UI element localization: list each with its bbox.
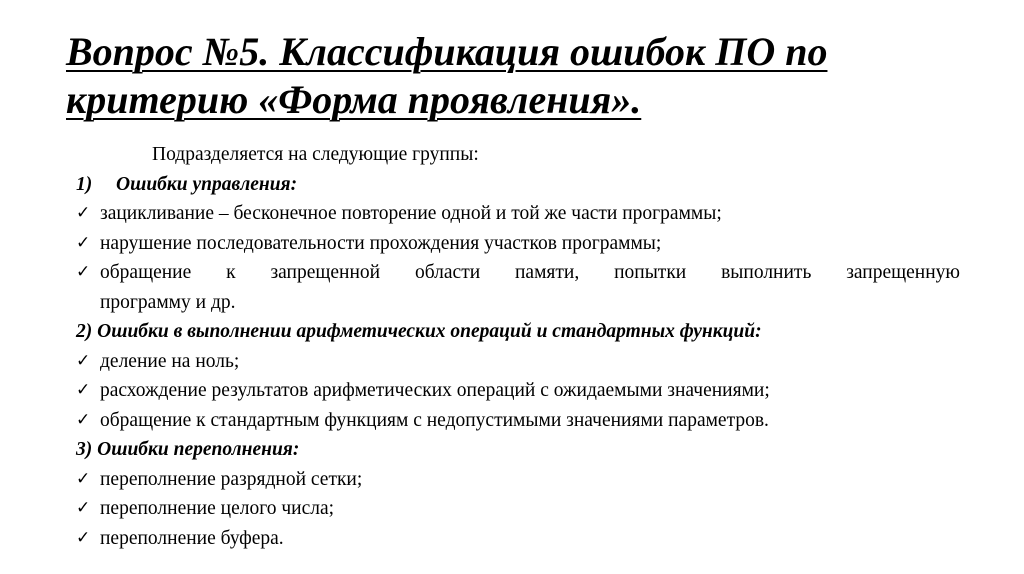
- list-item: [76, 258, 960, 288]
- checkmark-icon: ✓: [76, 468, 91, 489]
- group-3-heading: 3) Ошибки переполнения:: [76, 439, 300, 460]
- checkmark-icon: ✓: [76, 232, 91, 253]
- title-line-1: Вопрос №5. Классификация ошибок ПО по: [66, 29, 828, 74]
- checkmark-icon: ✓: [76, 498, 91, 518]
- list-item: [76, 524, 960, 554]
- list-item-text: переполнение разрядной сетки;: [100, 468, 363, 490]
- checkmark-icon: ✓: [76, 527, 91, 548]
- group-1-heading: [76, 170, 960, 200]
- list-item-text: переполнение целого числа;: [100, 498, 335, 519]
- checkmark-icon: ✓: [76, 262, 91, 282]
- list-item: [76, 347, 960, 377]
- list-item-text: деление на ноль;: [100, 350, 240, 372]
- list-item: [76, 494, 960, 524]
- list-item-text: расхождение результатов арифметических операций с ожидаемыми значениями;: [100, 380, 770, 401]
- list-item-text: обращение к запрещенной области памяти, попытки выполнить запрещенную: [100, 262, 960, 283]
- intro-text: Подразделяется на следующие группы:: [152, 144, 479, 165]
- checkmark-icon: ✓: [76, 203, 91, 223]
- list-item: [76, 376, 960, 406]
- list-item-text: нарушение последовательности прохождения участков программы;: [100, 232, 662, 254]
- list-item: [76, 199, 960, 229]
- group-2-heading: 2) Ошибки в выполнении арифметических операций и стандартных функций:: [76, 321, 762, 342]
- group-1-heading-text: Ошибки управления:: [116, 173, 298, 195]
- list-item-text: программу и др.: [100, 291, 236, 313]
- checkmark-icon: ✓: [76, 409, 91, 430]
- list-item: [76, 406, 960, 436]
- list-item-continuation: [76, 288, 960, 318]
- slide-title: [66, 28, 966, 124]
- list-item-text: обращение к стандартным функциям с недопустимыми значениями параметров.: [100, 409, 769, 431]
- group-1-number: 1): [76, 173, 93, 195]
- list-item-text: переполнение буфера.: [100, 527, 284, 549]
- checkmark-icon: ✓: [76, 350, 91, 371]
- checkmark-icon: ✓: [76, 380, 91, 400]
- list-item: [76, 465, 960, 495]
- list-item: [76, 229, 960, 259]
- title-line-2: критерию «Форма проявления».: [66, 77, 642, 122]
- list-item-text: зацикливание – бесконечное повторение одной и той же части программы;: [100, 203, 722, 224]
- slide-body: [76, 140, 960, 553]
